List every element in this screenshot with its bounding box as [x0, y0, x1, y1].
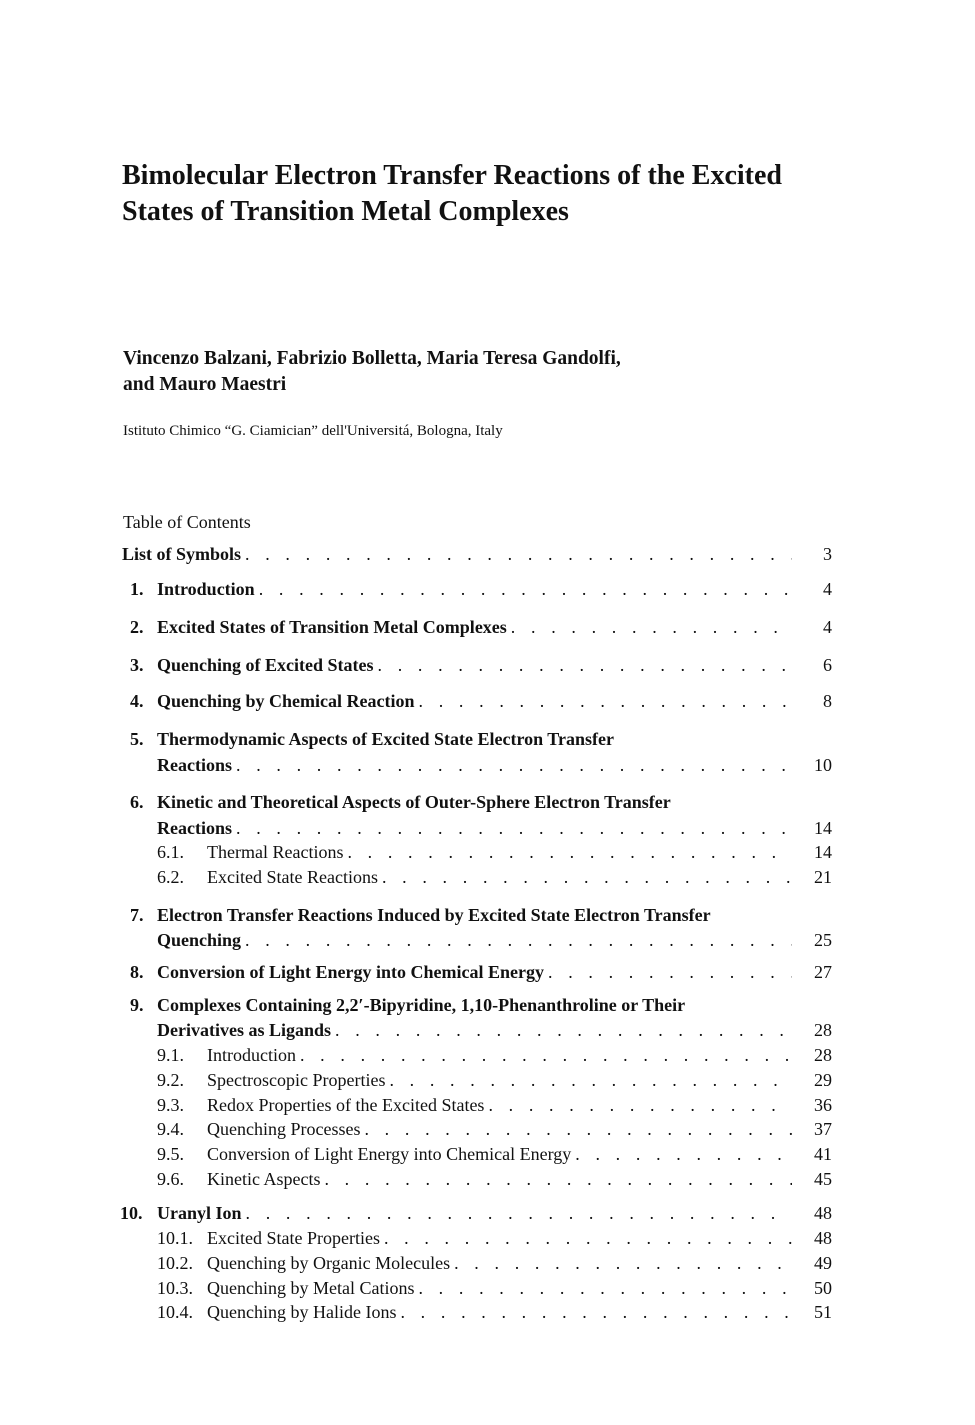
toc-entry-number: 9.1.: [157, 1045, 184, 1065]
toc-entry-label: Quenching by Chemical Reaction: [157, 691, 415, 711]
toc-entry: [157, 753, 832, 777]
toc-entry-page: 14: [814, 818, 832, 838]
toc-entry-page: 14: [814, 842, 832, 862]
leader-dots: [320, 1167, 792, 1191]
toc-entry: [157, 1043, 832, 1067]
toc-entry-number: 8.: [130, 962, 144, 982]
toc-entry-page: 28: [814, 1020, 832, 1040]
toc-entry-number: 4.: [130, 691, 144, 711]
toc-entry-label: Introduction: [207, 1045, 296, 1065]
leader-dots: [396, 1300, 792, 1324]
toc-entry-page: 3: [823, 544, 832, 564]
toc-entry-label: Reactions: [157, 818, 232, 838]
toc-entry-label: Excited State Reactions: [207, 867, 378, 887]
toc-entry-label: Quenching Processes: [207, 1119, 361, 1139]
toc-entry-first-line: [130, 727, 614, 751]
toc-entry-first-line: [130, 790, 671, 814]
toc-entry-label: Excited State Properties: [207, 1228, 380, 1248]
toc-entry: [130, 577, 832, 601]
leader-dots: [343, 840, 792, 864]
toc-entry-page: 49: [814, 1253, 832, 1273]
toc-entry-page: 48: [814, 1203, 832, 1223]
toc-entry-number: 9.5.: [157, 1144, 184, 1164]
toc-entry-page: 37: [814, 1119, 832, 1139]
toc-entry-page: 6: [823, 655, 832, 675]
toc-entry-label: Derivatives as Ligands: [157, 1020, 332, 1040]
toc-entry-number: 10.1.: [157, 1228, 193, 1248]
leader-dots: [484, 1093, 792, 1117]
toc-entry-label: Spectroscopic Properties: [207, 1070, 386, 1090]
toc-entry-label: List of Symbols: [122, 544, 242, 564]
toc-entry-page: 21: [814, 867, 832, 887]
leader-dots: [414, 1276, 792, 1300]
toc-entry: [157, 865, 832, 889]
toc-entry: [130, 960, 832, 984]
toc-entry-label: Thermal Reactions: [207, 842, 344, 862]
leader-dots: [296, 1043, 792, 1067]
toc-heading: Table of Contents: [123, 512, 251, 532]
toc-entry-label: Quenching by Metal Cations: [207, 1278, 415, 1298]
authors-line-2: and Mauro Maestri: [123, 374, 287, 395]
toc-entry-label-line-1: Thermodynamic Aspects of Excited State Electron Transfer: [157, 729, 614, 749]
leader-dots: [241, 928, 792, 952]
toc-entry-label: Introduction: [157, 579, 255, 599]
toc-entry-number: 6.1.: [157, 842, 184, 862]
toc-entry-label: Excited States of Transition Metal Complexes: [157, 617, 507, 637]
toc-entry-label-line-1: Electron Transfer Reactions Induced by Excited State Electron Transfer: [157, 905, 711, 925]
leader-dots: [507, 615, 792, 639]
toc-entry-label: Quenching of Excited States: [157, 655, 374, 675]
toc-entry-label: Quenching by Halide Ions: [207, 1302, 397, 1322]
toc-entry: [157, 1276, 832, 1300]
leader-dots: [385, 1068, 792, 1092]
toc-entry-number: 10.4.: [157, 1302, 193, 1322]
title-line-1: Bimolecular Electron Transfer Reactions of the Excited: [122, 160, 782, 191]
toc-entry: [157, 1142, 832, 1166]
toc-entry-label: Conversion of Light Energy into Chemical Energy: [157, 962, 544, 982]
toc-entry-page: 4: [823, 579, 832, 599]
leader-dots: [232, 816, 792, 840]
toc-entry-label: Quenching: [157, 930, 242, 950]
toc-entry-label-line-1: Complexes Containing 2,2′-Bipyridine, 1,10-Phenanthroline or Their: [157, 995, 686, 1015]
leader-dots: [331, 1018, 792, 1042]
toc-entry: [157, 928, 832, 952]
toc-entry-number: 6.2.: [157, 867, 184, 887]
leader-dots: [360, 1117, 792, 1141]
toc-entry: [157, 1300, 832, 1324]
toc-entry-page: 4: [823, 617, 832, 637]
toc-entry-page: 25: [814, 930, 832, 950]
leader-dots: [255, 577, 792, 601]
toc-entry-number: 10.: [120, 1203, 143, 1223]
toc-entry-number: 9.3.: [157, 1095, 184, 1115]
leader-dots: [571, 1142, 792, 1166]
toc-entry-label: Reactions: [157, 755, 232, 775]
toc-entry-first-line: [130, 993, 685, 1017]
toc-entry-page: 41: [814, 1144, 832, 1164]
toc-entry: [157, 1167, 832, 1191]
toc-entry-label: Redox Properties of the Excited States: [207, 1095, 485, 1115]
authors-line-1: Vincenzo Balzani, Fabrizio Bolletta, Maria Teresa Gandolfi,: [123, 348, 621, 369]
toc-entry: [130, 689, 832, 713]
toc-entry-number: 7.: [130, 905, 144, 925]
toc-entry: [157, 840, 832, 864]
toc-entry-number: 9.2.: [157, 1070, 184, 1090]
toc-entry: [157, 1018, 832, 1042]
toc-entry-label: Quenching by Organic Molecules: [207, 1253, 451, 1273]
leader-dots: [380, 1226, 792, 1250]
toc-entry-number: 9.4.: [157, 1119, 184, 1139]
toc-entry-number: 6.: [130, 792, 144, 812]
toc-entry-number: 9.: [130, 995, 144, 1015]
toc-entry-page: 50: [814, 1278, 832, 1298]
toc-entry-number: 10.3.: [157, 1278, 193, 1298]
toc-entry: [120, 1201, 832, 1225]
toc-entry-number: 10.2.: [157, 1253, 193, 1273]
toc-entry: [157, 1093, 832, 1117]
toc-entry-page: 27: [814, 962, 832, 982]
toc-entry: [157, 1226, 832, 1250]
toc-entry-number: 5.: [130, 729, 144, 749]
toc-entry-label-line-1: Kinetic and Theoretical Aspects of Outer-Sphere Electron Transfer: [157, 792, 671, 812]
toc-entry: [130, 615, 832, 639]
toc-entry: [130, 653, 832, 677]
toc-entry-number: 3.: [130, 655, 144, 675]
affiliation: Istituto Chimico “G. Ciamician” dell'Universitá, Bologna, Italy: [123, 423, 503, 439]
leader-dots: [242, 1201, 792, 1225]
leader-dots: [374, 653, 792, 677]
leader-dots: [415, 689, 792, 713]
toc-entry-label: Kinetic Aspects: [207, 1169, 321, 1189]
toc-entry-page: 48: [814, 1228, 832, 1248]
toc-entry-label: Conversion of Light Energy into Chemical Energy: [207, 1144, 572, 1164]
toc-entry-number: 1.: [130, 579, 144, 599]
toc-entry: [157, 1251, 832, 1275]
toc-entry: [157, 1068, 832, 1092]
toc-entry-page: 8: [823, 691, 832, 711]
toc-entry-label: Uranyl Ion: [157, 1203, 242, 1223]
toc-entry: [122, 542, 832, 566]
toc-entry-number: 9.6.: [157, 1169, 184, 1189]
toc-entry-number: 2.: [130, 617, 144, 637]
toc-entry: [157, 816, 832, 840]
toc-entry-page: 29: [814, 1070, 832, 1090]
toc-entry-page: 51: [814, 1302, 832, 1322]
toc-entry-page: 10: [814, 755, 832, 775]
toc-entry: [157, 1117, 832, 1141]
leader-dots: [378, 865, 792, 889]
toc-entry-page: 28: [814, 1045, 832, 1065]
title-line-2: States of Transition Metal Complexes: [122, 196, 569, 227]
toc-entry-page: 36: [814, 1095, 832, 1115]
leader-dots: [544, 960, 792, 984]
leader-dots: [232, 753, 792, 777]
leader-dots: [450, 1251, 792, 1275]
toc-entry-page: 45: [814, 1169, 832, 1189]
toc-entry-first-line: [130, 903, 711, 927]
leader-dots: [241, 542, 792, 566]
